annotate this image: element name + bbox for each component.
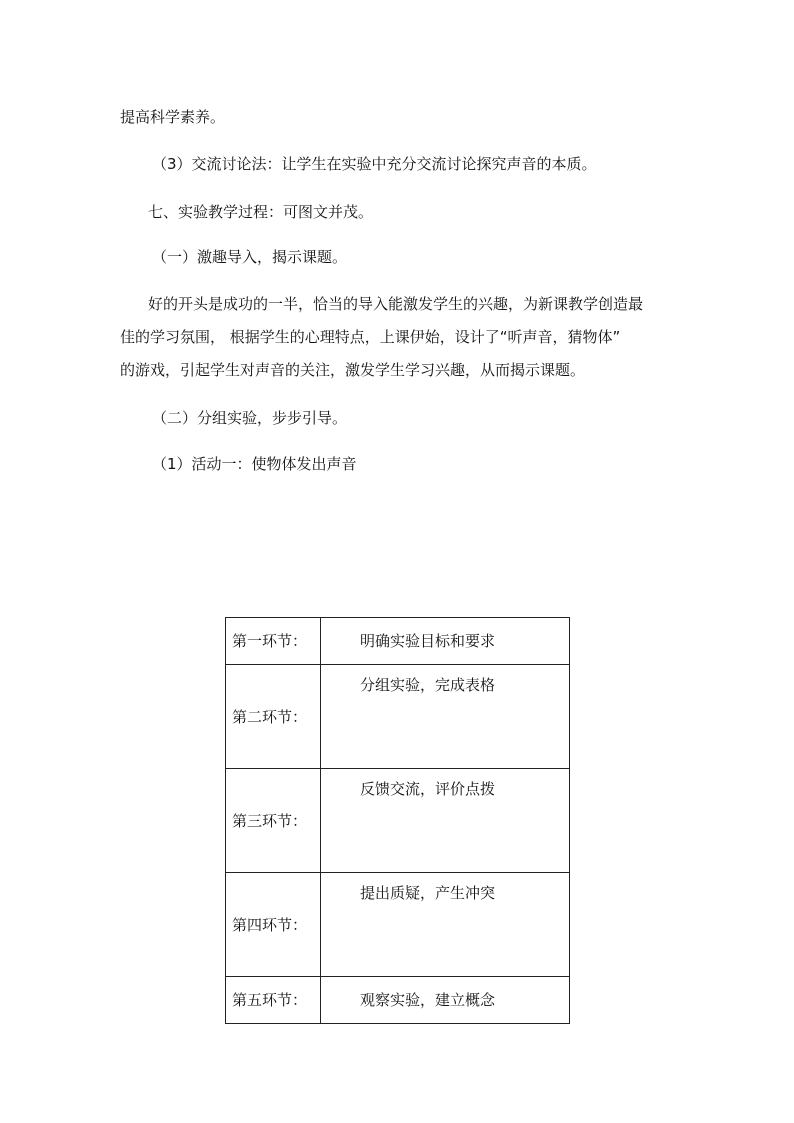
body-text-line-3: 的游戏，引起学生对声音的关注，激发学生学习兴趣，从而揭示课题。 [120,361,586,379]
table-row [226,618,570,665]
section-heading-7: 七、实验教学过程：可图文并茂。 [148,203,374,221]
subheading-2: （二）分组实验，步步引导。 [152,409,348,427]
body-text-line-2: 佳的学习氛围， 根据学生的心理特点，上课伊始，设计了“听声音，猜物体” [120,328,621,346]
table-row [226,977,570,1024]
paragraph-continuation: 提高科学素养。 [120,108,226,126]
step-label: 第五环节： [226,977,321,1024]
step-label: 第一环节： [226,618,321,665]
table-row [226,769,570,873]
step-content: 反馈交流，评价点拨 [321,769,570,873]
step-content: 明确实验目标和要求 [321,618,570,665]
step-content: 观察实验，建立概念 [321,977,570,1024]
step-label: 第二环节： [226,665,321,769]
body-text-line-1: 好的开头是成功的一半，恰当的导入能激发学生的兴趣，为新课教学创造最 [148,295,644,313]
step-content: 分组实验，完成表格 [321,665,570,769]
method-item-3: （3）交流讨论法：让学生在实验中充分交流讨论探究声音的本质。 [152,155,597,173]
table-row [226,665,570,769]
step-content: 提出质疑，产生冲突 [321,873,570,977]
step-label: 第三环节： [226,769,321,873]
table-row [226,873,570,977]
steps-table [225,617,570,1024]
subheading-1: （一）激趣导入，揭示课题。 [152,248,348,266]
step-label: 第四环节： [226,873,321,977]
activity-1-label: （1）活动一：使物体发出声音 [152,455,357,473]
